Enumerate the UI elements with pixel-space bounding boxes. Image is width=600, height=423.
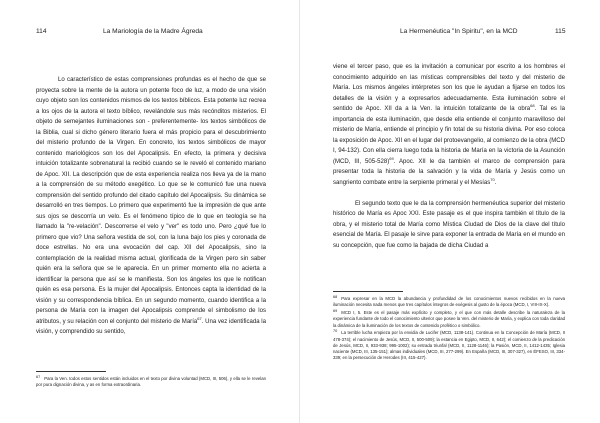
- right-paragraph-2: El segundo texto que le da la comprensión hermenéutica superior del misterio histórico de María es Apoc XXI. Este pasaje es el que inspira también el título de la obra, y el misterio total de María como Mística Ciudad de Dios de la clave del título esencial de María. El pasaje le sirve para exponer la entrada de María en el mundo en su concepción, que fue como la bajada de dicha Ciudad a: [333, 200, 565, 249]
- footnote-68: 68 Para expresar en la MCD la abundancia y profundidad de los conocimientos nuevos recibidos en la nueva iluminación necesita nada menos que tres capítulos íntegros de exégesis al gusto de la época (MCD, I, VIII-IX-X).: [333, 294, 565, 308]
- left-paragraph: Lo característico de estas comprensiones profundas es el hecho de que se proyecta sobre la mente de la autora un potente foco de luz, a modo de una visión cuyo objeto son los contenidos mismos de los textos bíblicos. Esta potente luz recrea a los ojos de la autora el texto bíblico, revelándole sus más recónditos misterios. El objeto de semejantes iluminaciones son - preferentemente- los textos simbólicos de la Biblia, cual si dicho género literario fuera el más propicio para el descubrimiento del misterio profundo de la Virgen. En concreto, los textos simbólicos de mayor contenido mariológicos son los del Apocalipsis. En efecto, la primera y decisiva intuición totalizante sobrenatural la recibió cuando se le reveló el contenido mariano de Apoc. XII. La descripción que de esta experiencia realiza nos lleva ya de la mano a la comprensión de su método exegético. Lo que se le comunicó fue una nueva comprensión del sentido profundo del citado capítulo del Apocalipsis. Su dinámica se desarrolló en tres tiempos. Lo primero que experimentó fue la impresión de que ante sus ojos se descorría un velo. Es el fenómeno típico de lo que en teología se ha llamado la "re-velación". Descorrerse el velo y "ver" es todo uno. Pero ¿qué fue lo primero que vio? Una señora vestida de sol, con la luna bajo los pies y coronada de doce estrellas. No era una evocación del cap. XII del Apocalipsis, sino la contemplación de la realidad misma actual, glorificada de la Virgen pero sin saber quién era la señora que se le aparecía. En un primer momento ella no acierta a identificar la persona que así se le manifiesta. Son los ángeles los que le notifican quién es esa persona. Es la mujer del Apocalipsis. Entonces capta la identidad de la visión y su correspondencia bíblica. En un segundo momento, cuando identifica a la persona de María con la imagen del Apocalipsis comprende el simbolismo de los atributos, y su relación con el conjunto del misterio de María$^{67}$. Una vez identificada la visión, y comprendido su sentido,: [36, 77, 267, 335]
- footnote-separator: [333, 291, 403, 292]
- footnote-ref-69[interactable]: 69: [389, 155, 394, 161]
- right-paragraph-1: viene el tercer paso, que es la invitación a comunicar por escrito a los hombres el conocimiento adquirido en las místicas comprensibles del texto y del misterio de María. Los mismos ángeles intérpretes son los que le ayudan a fijarse en todos los detalles de la visión y a expresarlos adecuadamente. Esta iluminación sobre el sentido de Apoc. XII da a la Ven. la intuición totalizante de la obra$^{68}$. Tal es la importancia de esta iluminación, que desde ella entiende el conjunto maravilloso del misterio de María, entiende el principio y fin total de su historia divina. Por eso coloca la exposición de Apoc. XII en el lugar del protoevangelio, al comienzo de la obra (MCD I, 94-132). Con ella cierra luego toda la historia de María en la victoria de la Asunción (MCD, III, 505-528)$^{69}$. Apoc. XII le da también el marco de comprensión para presentar toda la historia de la salvación y la vida de María y Jesús como un sangriento combate entre la serpiente primeral y el Mesías$^{70}$.: [333, 64, 566, 186]
- footnote-ref-67[interactable]: 67: [197, 315, 202, 321]
- footnote-70: 70 La terrible lucha empieza por la envidia de Lucifer (MCD, 1138-141). Continua en la Concepción de María (MCD, II 478-374); el nacimiento de Jesús, MCD, II, 500-509); la estancia en Egipto, MCD, II, 642); el comienzo de la predicación de Jesús, MCD, II, 933-938; 995-1002); su entrada triunfal (MCD, II, 1128-1146); la Pasión, MCD, II, 1412-1435; Iglesia naciente (MCD, III, 135-151); almas individuales (MCD, III, 277-299). En España (MCD, III, 307-327), en ÉFESO, III, 334-339; en la persecución de Herodes (III, 415-427).: [333, 328, 565, 361]
- footnote-67: 67 Para la Ven. todos estos sentidos están incluidos en el texto por divina voluntad (MCD, III, 506), y ella se le revelan por pura dignación divina, y as en forma extraordinaria.: [36, 374, 266, 388]
- right-page: [300, 0, 600, 423]
- footnote-ref-68[interactable]: 68: [530, 102, 535, 108]
- right-page-number: 115: [555, 28, 566, 35]
- right-body-text: [333, 62, 565, 251]
- footnote-69: 69 MCD I, 5. Este es el pasaje más explícito y completo, y el que con más detalle describe la naturaleza de la experiencia fundante de todo el conocimiento ulterior que posee la Ven. del misterio de María, y explica con toda claridad la dinámica de la iluminación de los textos de contenido profético o simbólico.: [333, 308, 565, 328]
- left-body-text: [36, 75, 266, 338]
- footnote-ref-70[interactable]: 70: [490, 176, 495, 182]
- right-footnotes: [333, 296, 565, 363]
- right-running-title: La Hermenéutica "In Spiritu", en la MCD: [400, 28, 518, 35]
- left-running-title: La Mariología de la Madre Ágreda: [103, 28, 203, 35]
- left-footnotes: [36, 376, 266, 390]
- left-page-number: 114: [36, 28, 47, 35]
- footnote-separator: [36, 371, 106, 372]
